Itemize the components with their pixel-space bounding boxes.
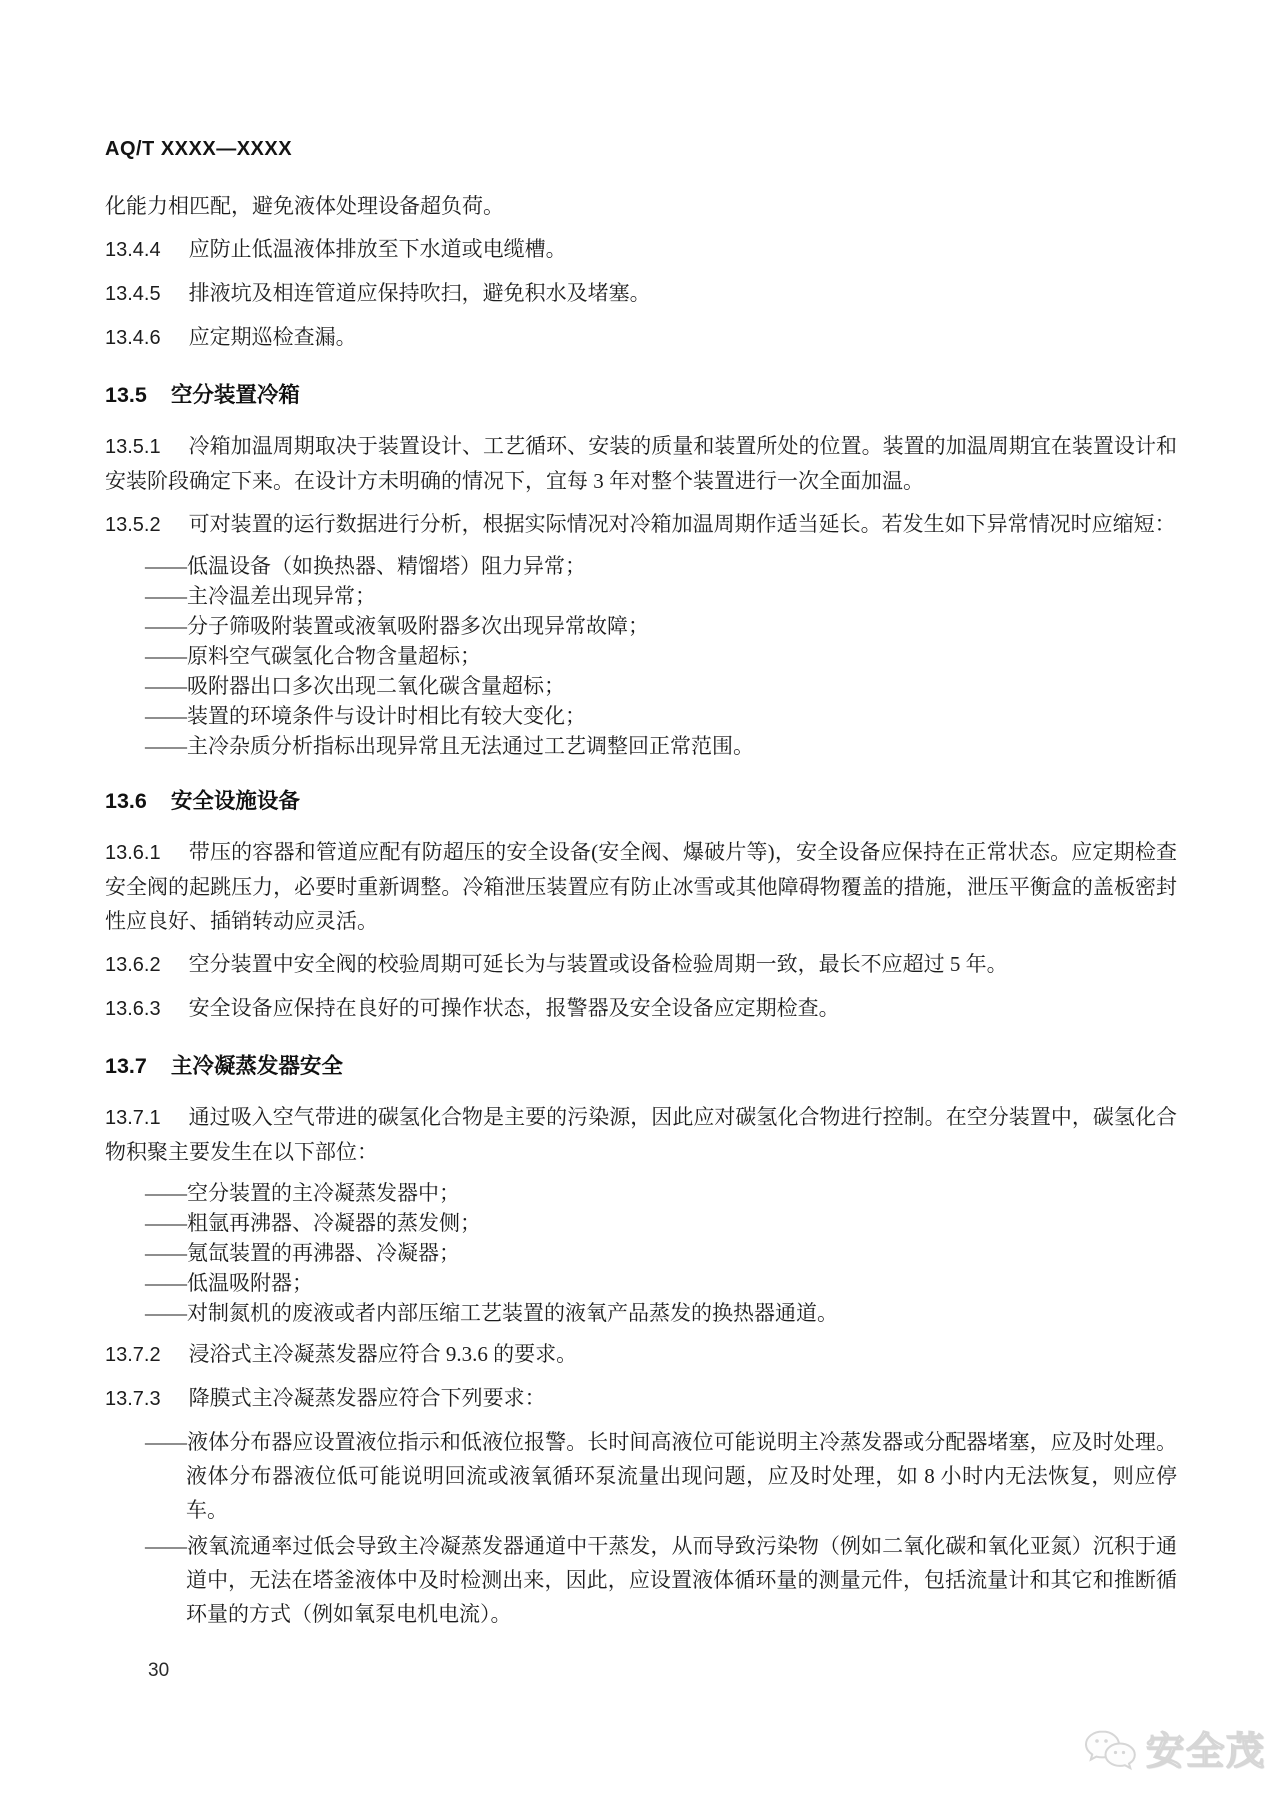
clause-text: 排液坑及相连管道应保持吹扫，避免积水及堵塞。 <box>188 281 651 305</box>
clause-text: 低温设备（如换热器、精馏塔）阻力异常； <box>187 554 586 578</box>
bullet-item <box>105 1208 1177 1238</box>
bullet-item <box>105 1425 1177 1527</box>
bullet-item <box>105 581 1177 611</box>
bullet-dash: —— <box>145 1181 187 1205</box>
clause-number: 13.4.4 <box>105 239 161 261</box>
watermark <box>1082 1728 1266 1776</box>
clause-paragraph <box>105 320 1177 355</box>
clause-number: 13.7.3 <box>105 1388 161 1410</box>
clause-text: 应定期巡检查漏。 <box>188 325 357 349</box>
bullet-dash: —— <box>145 554 187 578</box>
clause-text: 通过吸入空气带进的碳氢化合物是主要的污染源，因此应对碳氢化合物进行控制。在空分装置中，碳氢化合物积聚主要发生在以下部位： <box>105 1105 1177 1164</box>
clause-text: 空分装置中安全阀的校验周期可延长为与装置或设备检验周期一致，最长不应超过 5 年。 <box>188 952 1008 976</box>
clause-text: 空分装置的主冷凝蒸发器中； <box>187 1181 460 1205</box>
clause-paragraph <box>105 1381 1177 1416</box>
clause-number: 13.6 <box>105 789 147 813</box>
clause-number: 13.6.2 <box>105 954 161 976</box>
clause-text: 氪氙装置的再沸器、冷凝器； <box>187 1241 460 1265</box>
page-number: 30 <box>148 1660 170 1681</box>
bullet-dash: —— <box>145 1534 187 1558</box>
clause-text: 可对装置的运行数据进行分析，根据实际情况对冷箱加温周期作适当延长。若发生如下异常情况时应缩短： <box>188 512 1176 536</box>
wechat-chat-bubbles-icon <box>1082 1728 1138 1776</box>
clause-paragraph <box>105 507 1177 542</box>
clause-number: 13.5 <box>105 383 147 407</box>
watermark-text: 安全茂 <box>1146 1731 1267 1773</box>
clause-text: 应防止低温液体排放至下水道或电缆槽。 <box>188 237 567 261</box>
bullet-item <box>105 1298 1177 1328</box>
clause-text: 浸浴式主冷凝蒸发器应符合 9.3.6 的要求。 <box>188 1342 578 1366</box>
clause-text: 冷箱加温周期取决于装置设计、工艺循环、安装的质量和装置所处的位置。装置的加温周期宜在装置设计和安装阶段确定下来。在设计方未明确的情况下，宜每 3 年对整个装置进行一次全面加温。 <box>105 434 1177 493</box>
clause-text: 安全设施设备 <box>170 789 300 813</box>
clause-number: 13.5.1 <box>105 436 161 458</box>
bullet-dash: —— <box>145 614 187 638</box>
clause-text: 带压的容器和管道应配有防超压的安全设备(安全阀、爆破片等)，安全设备应保持在正常状态。应定期检查安全阀的起跳压力，必要时重新调整。冷箱泄压装置应有防止冰雪或其他障碍物覆盖的措施，泄压平衡盒的盖板密封性应良好、插销转动应灵活。 <box>105 840 1177 933</box>
clause-text: 分子筛吸附装置或液氧吸附器多次出现异常故障； <box>187 614 649 638</box>
clause-paragraph <box>105 1337 1177 1372</box>
clause-paragraph <box>105 232 1177 267</box>
clause-text: 主冷杂质分析指标出现异常且无法通过工艺调整回正常范围。 <box>187 734 754 758</box>
document-content <box>105 180 1177 1633</box>
bullet-dash: —— <box>145 1211 187 1235</box>
clause-text: 低温吸附器； <box>187 1271 313 1295</box>
bullet-dash: —— <box>145 674 187 698</box>
clause-text: 装置的环境条件与设计时相比有较大变化； <box>187 704 586 728</box>
clause-paragraph <box>105 991 1177 1026</box>
continuation-paragraph <box>105 189 1177 223</box>
bullet-item <box>105 671 1177 701</box>
clause-number: 13.7.2 <box>105 1344 161 1366</box>
clause-number: 13.4.6 <box>105 327 161 349</box>
clause-text: 粗氩再沸器、冷凝器的蒸发侧； <box>187 1211 481 1235</box>
clause-number: 13.7.1 <box>105 1107 161 1129</box>
clause-text: 主冷温差出现异常； <box>187 584 376 608</box>
bullet-dash: —— <box>145 1430 187 1454</box>
clause-text: 液氧流通率过低会导致主冷凝蒸发器通道中干蒸发，从而导致污染物（例如二氧化碳和氧化亚氮）沉积于通道中，无法在塔釜液体中及时检测出来，因此，应设置液体循环量的测量元件，包括流量计和其它和推断循环量的方式（例如氧泵电机电流）。 <box>186 1534 1177 1626</box>
bullet-dash: —— <box>145 644 187 668</box>
bullet-item <box>105 641 1177 671</box>
clause-text: 液体分布器应设置液位指示和低液位报警。长时间高液位可能说明主冷蒸发器或分配器堵塞，应及时处理。液体分布器液位低可能说明回流或液氧循环泵流量出现问题，应及时处理，如 8 小时内无法恢复，则应停车。 <box>186 1430 1177 1522</box>
bullet-item <box>105 701 1177 731</box>
bullet-dash: —— <box>145 1271 187 1295</box>
bullet-dash: —— <box>145 1241 187 1265</box>
clause-number: 13.6.3 <box>105 998 161 1020</box>
bullet-item <box>105 1529 1177 1631</box>
bullet-item <box>105 1178 1177 1208</box>
section-heading <box>105 787 1177 815</box>
clause-text: 安全设备应保持在良好的可操作状态，报警器及安全设备应定期检查。 <box>188 996 840 1020</box>
clause-paragraph <box>105 1100 1177 1169</box>
clause-number: 13.5.2 <box>105 514 161 536</box>
bullet-item <box>105 1238 1177 1268</box>
bullet-item <box>105 1268 1177 1298</box>
document-code-header: AQ/T XXXX—XXXX <box>105 138 293 160</box>
clause-paragraph <box>105 429 1177 498</box>
bullet-item <box>105 731 1177 761</box>
bullet-dash: —— <box>145 584 187 608</box>
clause-number: 13.4.5 <box>105 283 161 305</box>
clause-text: 主冷凝蒸发器安全 <box>170 1054 343 1078</box>
clause-text: 吸附器出口多次出现二氧化碳含量超标； <box>187 674 565 698</box>
clause-text: 原料空气碳氢化合物含量超标； <box>187 644 481 668</box>
clause-text: 化能力相匹配，避免液体处理设备超负荷。 <box>105 194 504 218</box>
clause-text: 空分装置冷箱 <box>170 383 300 407</box>
bullet-dash: —— <box>145 704 187 728</box>
bullet-dash: —— <box>145 1301 187 1325</box>
section-heading <box>105 1052 1177 1080</box>
clause-paragraph <box>105 276 1177 311</box>
section-heading <box>105 381 1177 409</box>
clause-number: 13.6.1 <box>105 842 161 864</box>
bullet-dash: —— <box>145 734 187 758</box>
clause-text: 降膜式主冷凝蒸发器应符合下列要求： <box>188 1386 546 1410</box>
clause-text: 对制氮机的废液或者内部压缩工艺装置的液氧产品蒸发的换热器通道。 <box>187 1301 838 1325</box>
clause-paragraph <box>105 947 1177 982</box>
bullet-item <box>105 611 1177 641</box>
bullet-item <box>105 551 1177 581</box>
clause-paragraph <box>105 835 1177 938</box>
clause-number: 13.7 <box>105 1054 147 1078</box>
